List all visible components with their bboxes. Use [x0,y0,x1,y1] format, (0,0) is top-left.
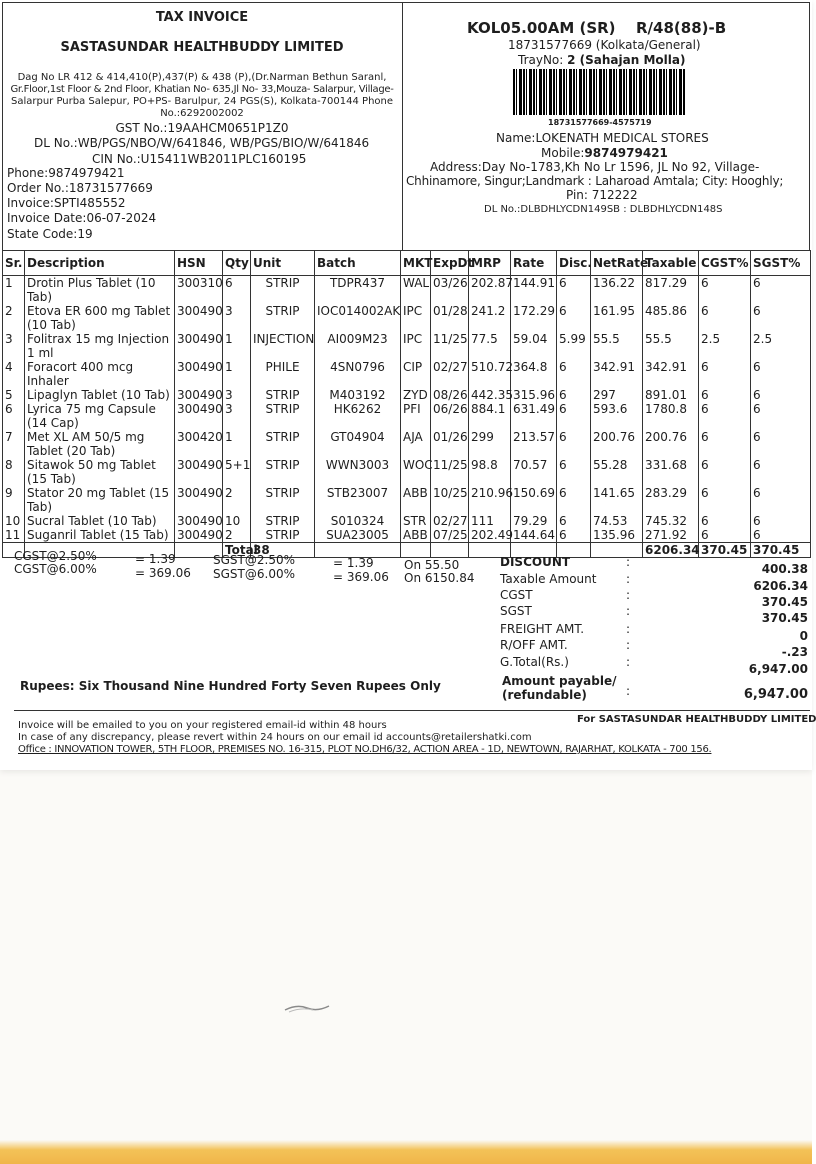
table-row [3,486,811,514]
cell-description: Sucral Tablet (10 Tab) [25,514,175,528]
cell-rate: 631.49 [511,402,557,430]
cell-taxable: 745.32 [643,514,699,528]
cell-sgst: 2.5 [751,332,811,360]
cell-mrp: 884.1 [469,402,511,430]
phone: Phone:9874979421 [7,166,125,180]
office-address: Office : INNOVATION TOWER, 5TH FLOOR, PREMISES NO. 16-315, PLOT NO.DH6/32, ACTION AREA - 1D, NEWTOWN, RAJARHAT, KOLKATA - 700 156. [18,744,712,755]
totals-colon: : [626,588,631,602]
cell-rate: 364.8 [511,360,557,388]
route-reference: R/48(88)-B [636,19,727,37]
cell-cgst: 6 [699,514,751,528]
cell-mkt: AJA [401,430,431,458]
totals-label: G.Total(Rs.) [500,655,569,669]
totals-value: 6206.34 [753,579,808,593]
cell-cgst: 6 [699,528,751,543]
cell-mrp: 442.35 [469,388,511,402]
address-line-3: Salarpur Purba Salepur, PO+PS- Barulpur, 24 PGS(S), Kolkata-700144 Phone [10,96,394,107]
address-line-2: Gr.Floor,1st Floor & 2nd Floor, Khatian No- 635,Jl No- 33,Mouza- Salarpur, Village- [10,84,394,95]
cell-description: Etova ER 600 mg Tablet (10 Tab) [25,304,175,332]
totals-value: 6,947.00 [748,662,808,676]
items-table [2,250,811,558]
cell-unit: STRIP [251,514,315,528]
cell-hsn: 300490 [175,402,223,430]
amount-payable-value: 6,947.00 [743,687,808,702]
header-divider [402,2,403,250]
cell-discount: 6 [557,430,591,458]
cell-expiry: 10/25 [431,486,469,514]
right-border [809,2,810,250]
col-header-unit: Unit [251,251,315,276]
cell-hsn: 300490 [175,388,223,402]
total-taxable: 6206.34 [643,543,699,558]
cell-hsn: 300490 [175,486,223,514]
cell-batch: S010324 [315,514,401,528]
cell-taxable: 55.5 [643,332,699,360]
cell-batch: GT04904 [315,430,401,458]
address-line-4: No.:6292002002 [160,108,244,119]
cell-hsn: 300490 [175,528,223,543]
col-header-cgst: CGST% [699,251,751,276]
cell-discount: 6 [557,388,591,402]
gst-number: GST No.:19AAHCM0651P1Z0 [115,121,289,135]
cell-sgst: 6 [751,276,811,305]
cell-unit: STRIP [251,388,315,402]
cell-taxable: 1780.8 [643,402,699,430]
table-row [3,304,811,332]
totals-colon: : [626,638,631,652]
cell-description: Lipaglyn Tablet (10 Tab) [25,388,175,402]
cell-rate: 144.91 [511,276,557,305]
col-header-description: Description [25,251,175,276]
cell-netrate: 74.53 [591,514,643,528]
totals-label: FREIGHT AMT. [500,622,585,636]
sgst-6-value: = 369.06 [333,570,389,584]
table-row [3,276,811,305]
table-row [3,458,811,486]
cell-taxable: 485.86 [643,304,699,332]
totals-label: R/OFF AMT. [500,638,568,652]
cell-qty: 3 [223,402,251,430]
state-code: State Code:19 [7,227,93,241]
cell-sgst: 6 [751,402,811,430]
cell-taxable: 342.91 [643,360,699,388]
cell-mkt: ABB [401,486,431,514]
table-row [3,360,811,388]
cell-unit: STRIP [251,276,315,305]
cell-sgst: 6 [751,388,811,402]
totals-value: 0 [799,629,808,643]
cell-sr: 1 [3,276,25,305]
cell-rate: 150.69 [511,486,557,514]
cell-rate: 172.29 [511,304,557,332]
cell-mkt: STR [401,514,431,528]
cell-description: Suganril Tablet (15 Tab) [25,528,175,543]
customer-name: Name:LOKENATH MEDICAL STORES [496,131,709,145]
cell-mrp: 241.2 [469,304,511,332]
cell-mkt: IPC [401,304,431,332]
invoice-title: TAX INVOICE [155,10,249,25]
table-total-row [3,543,811,558]
cell-discount: 6 [557,528,591,543]
table-row [3,514,811,528]
cell-description: Sitawok 50 mg Tablet (15 Tab) [25,458,175,486]
total-cgst: 370.45 [699,543,751,558]
cell-cgst: 6 [699,430,751,458]
cell-discount: 6 [557,402,591,430]
cell-cgst: 6 [699,402,751,430]
cell-batch: WWN3003 [315,458,401,486]
order-number: Order No.:18731577669 [7,181,153,195]
cell-discount: 6 [557,304,591,332]
mobile-label: Mobile: [541,146,585,160]
totals-label: DISCOUNT [500,555,571,569]
cell-rate: 59.04 [511,332,557,360]
cell-qty: 1 [223,430,251,458]
cell-rate: 213.57 [511,430,557,458]
cell-sr: 7 [3,430,25,458]
cell-qty: 3 [223,304,251,332]
cell-mrp: 202.49 [469,528,511,543]
cell-sgst: 6 [751,304,811,332]
table-row [3,332,811,360]
address-line-1: Dag No LR 412 & 414,410(P),437(P) & 438 (P),(Dr.Narman Bethun Saranl, [17,72,387,83]
cell-qty: 1 [223,332,251,360]
cell-hsn: 300490 [175,458,223,486]
cell-cgst: 6 [699,360,751,388]
cell-netrate: 593.6 [591,402,643,430]
cell-discount: 6 [557,360,591,388]
discrepancy-note: In case of any discrepancy, please revert within 24 hours on our email id accounts@retailershatki.com [18,732,532,743]
totals-label: SGST [500,604,532,618]
col-header-hsn: HSN [175,251,223,276]
totals-colon: : [626,655,631,669]
cell-sr: 6 [3,402,25,430]
cell-batch: AI009M23 [315,332,401,360]
cell-sr: 9 [3,486,25,514]
cell-hsn: 300310 [175,276,223,305]
amount-payable-colon: : [626,684,631,698]
cell-discount: 5.99 [557,332,591,360]
cell-unit: PHILE [251,360,315,388]
totals-colon: : [626,604,631,618]
cell-mkt: ABB [401,528,431,543]
cell-batch: STB23007 [315,486,401,514]
cell-mkt: ZYD [401,388,431,402]
cell-rate: 70.57 [511,458,557,486]
cell-netrate: 55.5 [591,332,643,360]
cell-discount: 6 [557,514,591,528]
cell-sgst: 6 [751,486,811,514]
customer-dl: DL No.:DLBDHLYCDN149SB : DLBDHLYCDN148S [484,204,723,215]
cell-mrp: 111 [469,514,511,528]
customer-address-line-2: Chhinamore, Singur;Landmark : Laharoad Amtala; City: Hooghly; [406,174,784,188]
cell-description: Lyrica 75 mg Capsule (14 Cap) [25,402,175,430]
on-amount-1: On 55.50 [404,558,460,572]
tray-number [518,53,685,67]
cell-batch: IOC014002AK [315,304,401,332]
cell-rate: 79.29 [511,514,557,528]
cell-mkt: WAL [401,276,431,305]
col-header-disc: Disc. [557,251,591,276]
cell-rate: 315.96 [511,388,557,402]
amount-payable-label-2: (refundable) [502,688,587,702]
customer-address-line-1: Address:Day No-1783,Kh No Lr 1596, JL No 92, Village- [430,160,760,174]
cell-rate: 144.64 [511,528,557,543]
cell-qty: 2 [223,528,251,543]
cell-expiry: 11/25 [431,332,469,360]
cell-mkt: PFI [401,402,431,430]
cell-discount: 6 [557,276,591,305]
mobile-value: 9874979421 [584,146,668,160]
cell-sgst: 6 [751,458,811,486]
cell-batch: HK6262 [315,402,401,430]
cell-netrate: 141.65 [591,486,643,514]
cell-mrp: 77.5 [469,332,511,360]
table-header-row [3,251,811,276]
cell-sr: 4 [3,360,25,388]
cell-sr: 5 [3,388,25,402]
cell-mrp: 98.8 [469,458,511,486]
sgst-2-5-value: = 1.39 [333,556,374,570]
sgst-2-5-label: SGST@2.50% [213,553,295,567]
cell-qty: 10 [223,514,251,528]
cell-netrate: 161.95 [591,304,643,332]
cell-sr: 2 [3,304,25,332]
amount-payable-label-1: Amount payable/ [502,674,617,688]
totals-colon: : [626,555,631,569]
route-code: KOL05.00AM (SR) [467,19,616,37]
cell-unit: STRIP [251,486,315,514]
cgst-2-5-value: = 1.39 [135,552,176,566]
cell-netrate: 342.91 [591,360,643,388]
invoice-date: Invoice Date:06-07-2024 [7,211,157,225]
cell-description: Drotin Plus Tablet (10 Tab) [25,276,175,305]
cell-description: Folitrax 15 mg Injection 1 ml [25,332,175,360]
totals-value: 400.38 [761,562,808,576]
table-row [3,388,811,402]
cell-description: Stator 20 mg Tablet (15 Tab) [25,486,175,514]
cell-sr: 3 [3,332,25,360]
col-header-rate: Rate [511,251,557,276]
cell-cgst: 6 [699,458,751,486]
order-line: 18731577669 (Kolkata/General) [508,38,701,52]
cin-number: CIN No.:U15411WB2011PLC160195 [92,152,307,166]
cell-expiry: 06/26 [431,402,469,430]
col-header-qty: Qty [223,251,251,276]
tray-value: 2 (Sahajan Molla) [567,53,686,67]
cell-mrp: 510.72 [469,360,511,388]
cell-qty: 5+1 [223,458,251,486]
col-header-taxable: Taxable [643,251,699,276]
cell-expiry: 02/27 [431,514,469,528]
cell-unit: STRIP [251,402,315,430]
cell-cgst: 2.5 [699,332,751,360]
table-row [3,528,811,543]
cell-batch: SUA23005 [315,528,401,543]
customer-mobile [541,146,668,160]
cell-hsn: 300490 [175,514,223,528]
col-header-sr: Sr. [3,251,25,276]
cell-sgst: 6 [751,360,811,388]
cell-taxable: 817.29 [643,276,699,305]
cell-batch: M403192 [315,388,401,402]
dl-number: DL No.:WB/PGS/NBO/W/641846, WB/PGS/BIO/W/641846 [34,136,370,150]
cell-cgst: 6 [699,304,751,332]
cell-expiry: 01/26 [431,430,469,458]
cell-mrp: 210.96 [469,486,511,514]
cell-qty: 1 [223,360,251,388]
cell-expiry: 11/25 [431,458,469,486]
totals-value: 370.45 [761,611,808,625]
footer-divider [14,710,810,711]
cell-expiry: 07/25 [431,528,469,543]
tray-label: TrayNo: [518,53,568,67]
cell-netrate: 135.96 [591,528,643,543]
cell-cgst: 6 [699,276,751,305]
totals-colon: : [626,572,631,586]
cell-mkt: CIP [401,360,431,388]
cell-batch: 4SN0796 [315,360,401,388]
cell-discount: 6 [557,486,591,514]
cell-mrp: 299 [469,430,511,458]
cell-sr: 11 [3,528,25,543]
col-header-expdt: ExpDt [431,251,469,276]
cell-unit: STRIP [251,430,315,458]
cell-sr: 8 [3,458,25,486]
col-header-mkt: MKT [401,251,431,276]
cell-taxable: 283.29 [643,486,699,514]
cell-unit: STRIP [251,304,315,332]
cell-batch: TDPR437 [315,276,401,305]
cell-unit: STRIP [251,528,315,543]
cell-netrate: 297 [591,388,643,402]
table-row [3,430,811,458]
top-border [2,2,810,3]
col-header-sgst: SGST% [751,251,811,276]
total-label: Total [223,543,251,558]
barcode-image [513,69,685,115]
cell-taxable: 331.68 [643,458,699,486]
cell-hsn: 300420 [175,430,223,458]
cell-sgst: 6 [751,528,811,543]
cell-mrp: 202.87 [469,276,511,305]
cell-unit: INJECTION [251,332,315,360]
invoice-number: Invoice:SPTI485552 [7,196,126,210]
cell-taxable: 271.92 [643,528,699,543]
barcode-text: 18731577669-4575719 [548,118,652,127]
cell-cgst: 6 [699,486,751,514]
col-header-netrate: NetRate [591,251,643,276]
cell-sr: 10 [3,514,25,528]
on-amount-2: On 6150.84 [404,571,475,585]
for-company: For SASTASUNDAR HEALTHBUDDY LIMITED [577,714,816,725]
cgst-2-5-label: CGST@2.50% [14,549,97,563]
col-header-batch: Batch [315,251,401,276]
cell-hsn: 300490 [175,360,223,388]
cell-qty: 2 [223,486,251,514]
table-row [3,402,811,430]
cell-unit: STRIP [251,458,315,486]
customer-pin: Pin: 712222 [566,188,638,202]
cell-description: Foracort 400 mcg Inhaler [25,360,175,388]
cell-netrate: 200.76 [591,430,643,458]
cell-expiry: 02/27 [431,360,469,388]
totals-colon: : [626,622,631,636]
cell-netrate: 136.22 [591,276,643,305]
totals-label: CGST [500,588,533,602]
cell-cgst: 6 [699,388,751,402]
total-sgst: 370.45 [751,543,811,558]
cell-hsn: 300490 [175,332,223,360]
totals-value: 370.45 [761,595,808,609]
totals-label: Taxable Amount [500,572,597,586]
cell-discount: 6 [557,458,591,486]
cell-taxable: 200.76 [643,430,699,458]
cell-sgst: 6 [751,430,811,458]
cell-taxable: 891.01 [643,388,699,402]
cell-expiry: 01/28 [431,304,469,332]
totals-value: -.23 [781,645,808,659]
cell-mkt: IPC [401,332,431,360]
rupees-in-words: Rupees: Six Thousand Nine Hundred Forty Seven Rupees Only [20,679,441,693]
cell-expiry: 03/26 [431,276,469,305]
cell-hsn: 300490 [175,304,223,332]
cgst-6-label: CGST@6.00% [14,562,97,576]
company-name: SASTASUNDAR HEALTHBUDDY LIMITED [60,40,344,55]
cell-qty: 3 [223,388,251,402]
cell-netrate: 55.28 [591,458,643,486]
cell-description: Met XL AM 50/5 mg Tablet (20 Tab) [25,430,175,458]
cell-sgst: 6 [751,514,811,528]
email-note: Invoice will be emailed to you on your registered email-id within 48 hours [18,720,387,731]
cell-expiry: 08/26 [431,388,469,402]
cgst-6-value: = 369.06 [135,566,191,580]
total-qty: 38 [251,543,315,558]
cell-mkt: WOC [401,458,431,486]
sgst-6-label: SGST@6.00% [213,567,295,581]
col-header-mrp: MRP [469,251,511,276]
paper-crease-mark [283,1000,331,1014]
cell-qty: 6 [223,276,251,305]
